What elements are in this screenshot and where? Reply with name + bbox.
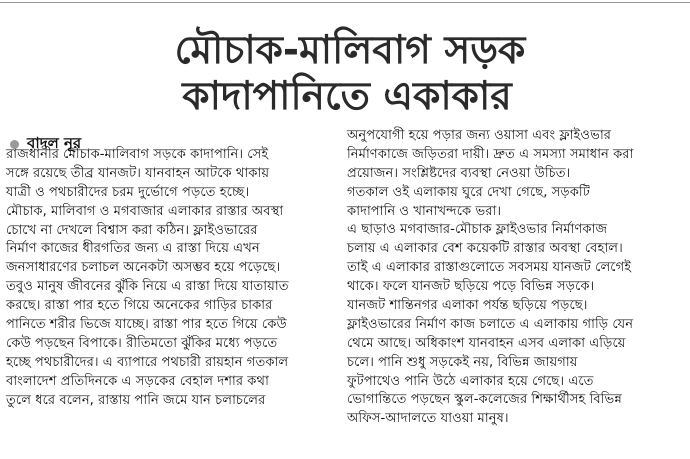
text-line: যাত্রী ও পথচারীদের চরম দুর্ভোগে পড়তে হচ্ছে। [6, 184, 250, 200]
text-line: ভোগান্তিতে পড়ছেন স্কুল-কলেজের শিক্ষার্থীসহ বিভিন্ন [347, 392, 622, 408]
author-name: বাদল নূর [27, 134, 82, 152]
text-line: এ ছাড়াও মগবাজার-মৌচাক ফ্লাইওভার নির্মাণকাজ [347, 222, 608, 238]
text-line: তবুও মানুষ জীবনের ঝুঁকি নিয়ে এ রাস্তা দিয়ে যাতায়াত [6, 279, 289, 295]
text-line: জনসাধারণের চলাচল অনেকটা অসম্ভব হয়ে পড়েছে। [6, 260, 281, 276]
text-line: চলায় এ এলাকার বেশ কয়েকটি রাস্তার অবস্থা বেহাল। [347, 241, 623, 257]
text-line: যানজট শান্তিনগর এলাকা পর্যন্ত ছড়িয়ে পড়ছে। [347, 298, 588, 314]
text-line: প্রয়োজন। সংশ্লিষ্টদের ব্যবস্থা নেওয়া উচিত। [347, 165, 571, 181]
text-line: চোখে না দেখলে বিশ্বাস করা কঠিন। ফ্লাইওভারের [6, 222, 258, 238]
headline-line-1: মৌচাক-মালিবাগ সড়ক [174, 28, 526, 73]
text-line: অফিস-আদালতে যাওয়া মানুষ। [347, 411, 509, 427]
article-column-left [6, 146, 342, 410]
text-line: নির্মাণকাজে জড়িতরা দায়ী। দ্রুত এ সমস্যা সমাধান করা [347, 146, 634, 162]
text-line: অনুপযোগী হয়ে পড়ার জন্য ওয়াসা এবং ফ্লাইওভার [347, 128, 612, 143]
text-line: মৌচাক, মালিবাগ ও মগবাজার এলাকার রাস্তার অবস্থা [6, 203, 284, 219]
text-line: কাদাপানি ও খানাখন্দকে ভরা। [347, 203, 502, 219]
text-line: নির্মাণ কাজের ধীরগতির জন্য এ রাস্তা দিয়ে এখন [6, 241, 260, 257]
text-line: করছে। রাস্তা পার হতে গিয়ে অনেকের গাড়ির চাকার [6, 298, 273, 314]
text-line: সঙ্গে রয়েছে তীব্র যানজট। যানবাহন আটকে থাকায় [6, 165, 270, 181]
text-line: কেউ পড়ছেন বিপাকে। রীতিমতো ঝুঁকির মধ্যে পড়তে [6, 335, 278, 351]
headline-line-2: কাদাপানিতে একাকার [182, 74, 512, 119]
text-line: থাকে। ফলে যানজট ছড়িয়ে পড়ে বিভিন্ন সড়কে। [347, 279, 595, 295]
text-line: তুলে ধরে বলেন, রাস্তায় পানি জমে যান চলাচলের [6, 392, 266, 408]
article-column-right [347, 127, 685, 429]
text-line: ফ্লাইওভারের নির্মাণ কাজ চলাতে এ এলাকায় গাড়ি যেন [347, 316, 634, 332]
text-line: গতকাল ওই এলাকায় ঘুরে দেখা গেছে, সড়কটি [347, 184, 590, 200]
headline [0, 28, 690, 120]
text-line: ফুটপাথেও পানি উঠে এলাকার হয়ে গেছে। এতে [347, 373, 594, 389]
text-line: হচ্ছে পথচারীদের। এ ব্যাপারে পথচারী রায়হান গতকাল [6, 354, 289, 370]
text-line: বাংলাদেশ প্রতিদিনকে এ সড়কের বেহাল দশার কথা [6, 373, 269, 389]
top-rule [0, 2, 690, 3]
text-line: পানিতে শরীর ভিজে যাচ্ছে। রাস্তা পার হতে গিয়ে কেউ [6, 317, 287, 333]
text-line: তাই এ এলাকার রাস্তাগুলোতে সবসময় যানজট লেগেই [347, 260, 632, 276]
text-line: রাজধানীর মৌচাক-মালিবাগ সড়কে কাদাপানি। সেই [6, 147, 269, 162]
text-line: থেমে আছে। অধিকাংশ যানবাহন এসব এলাকা এড়িয়ে [347, 335, 626, 351]
text-line: চলে। পানি শুধু সড়কেই নয়, বিভিন্ন জায়গায় [347, 354, 578, 370]
